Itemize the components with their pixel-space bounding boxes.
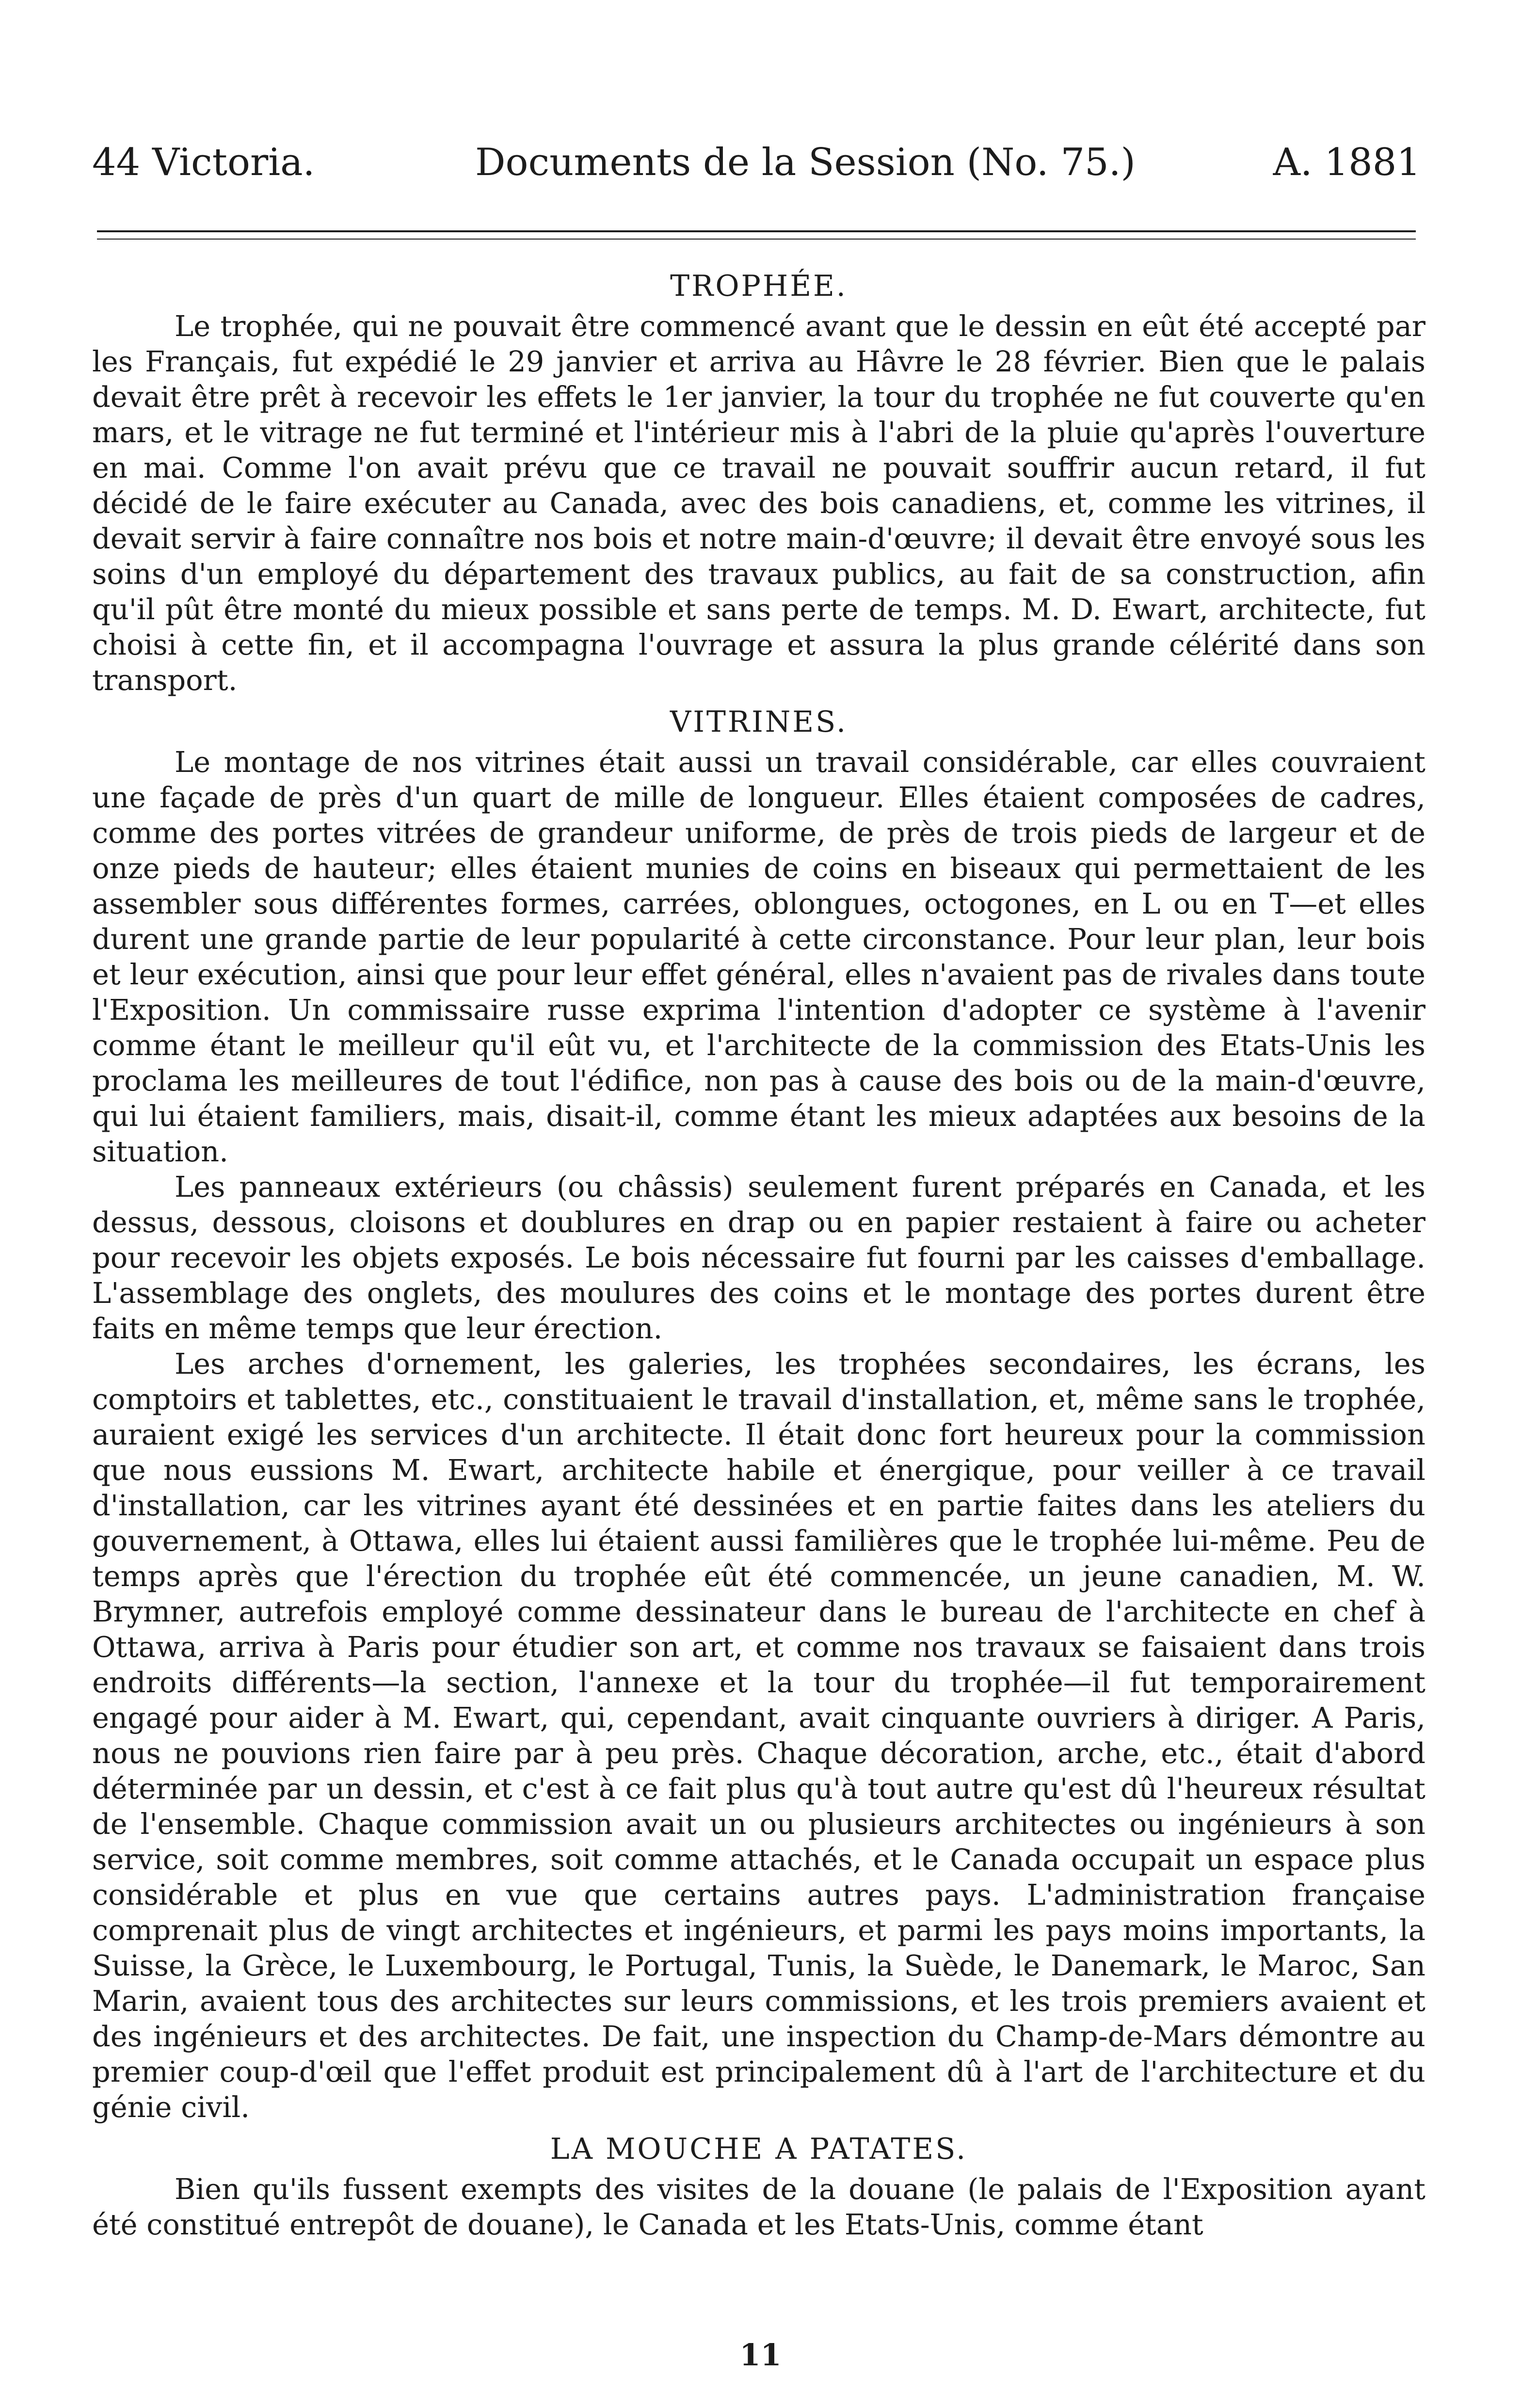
header-year: A. 1881 xyxy=(1273,141,1421,184)
running-header xyxy=(92,141,1421,194)
paragraph: Le montage de nos vitrines était aussi un travail considérable, car elles couvraient une façade de près d'un quart de mille de longueur. Elles étaient composées de cadres, comme des portes vitrées de grandeur uniforme, de près de trois pieds de largeur et de onze pieds de hauteur; elles étaient munies de coins en biseaux qui permettaient de les assembler sous différentes formes, carrées, oblongues, octogones, en L ou en T—et elles durent une grande partie de leur popularité à cette circonstance. Pour leur plan, leur bois et leur exécution, ainsi que pour leur effet général, elles n'avaient pas de rivales dans toute l'Exposition. Un commissaire russe exprima l'intention d'adopter ce système à l'avenir comme étant le meilleur qu'il eût vu, et l'architecte de la commission des Etats-Unis les proclama les meilleures de tout l'édifice, non pas à cause des bois ou de la main-d'œuvre, qui lui étaient familiers, mais, disait-il, comme étant les mieux adaptées aux besoins de la situation. xyxy=(92,745,1425,1168)
header-rule-thin xyxy=(97,239,1416,240)
section-title-mouche: LA MOUCHE A PATATES. xyxy=(550,2132,968,2166)
paragraph: Bien qu'ils fussent exempts des visites de la douane (le palais de l'Exposition ayant été constitué entrepôt de douane), le Canada et les Etats-Unis, comme étant xyxy=(92,2172,1425,2241)
header-title: Documents de la Session (No. 75.) xyxy=(475,141,1136,184)
paragraph: Les arches d'ornement, les galeries, les trophées secondaires, les écrans, les comptoirs et tablettes, etc., constituaient le travail d'installation, et, même sans le trophée, auraient exigé les services d'un architecte. Il était donc fort heureux pour la commission que nous eussions M. Ewart, architecte habile et énergique, pour veiller à ce travail d'installation, car les vitrines ayant été dessinées et en partie faites dans les ateliers du gouvernement, à Ottawa, elles lui étaient aussi familières que le trophée lui-même. Peu de temps après que l'érection du trophée eût été commencée, un jeune canadien, M. W. Brymner, autrefois employé comme dessinateur dans le bureau de l'architecte en chef à Ottawa, arriva à Paris pour étudier son art, et comme nos travaux se faisaient dans trois endroits différents—la section, l'annexe et la tour du trophée—il fut temporairement engagé pour aider à M. Ewart, qui, cependant, avait cinquante ouvriers à diriger. A Paris, nous ne pouvions rien faire par à peu près. Chaque décoration, arche, etc., était d'abord déterminée par un dessin, et c'est à ce fait plus qu'à tout autre qu'est dû l'heureux résultat de l'ensemble. Chaque commission avait un ou plusieurs architectes ou ingénieurs à son service, soit comme membres, soit comme attachés, et le Canada occupait un espace plus considérable et plus en vue que certains autres pays. L'administration française comprenait plus de vingt architectes et ingénieurs, et parmi les pays moins importants, la Suisse, la Grèce, le Luxembourg, le Portugal, Tunis, la Suède, le Danemark, le Maroc, San Marin, avaient tous des architectes sur leurs commissions, et les trois premiers avaient et des ingénieurs et des architectes. De fait, une inspection du Champ-de-Mars démontre au premier coup-d'œil que l'effet produit est principalement dû à l'art de l'architecture et du génie civil. xyxy=(92,1347,1425,2124)
document-body xyxy=(92,262,1425,2242)
header-rule-thick xyxy=(97,230,1416,232)
page-number: 11 xyxy=(739,2337,782,2373)
header-volume: 44 Victoria. xyxy=(92,141,315,184)
paragraph: Le trophée, qui ne pouvait être commencé avant que le dessin en eût été accepté par les Français, fut expédié le 29 janvier et arriva au Hâvre le 28 février. Bien que le palais devait être prêt à recevoir les effets le 1er janvier, la tour du trophée ne fut couverte qu'en mars, et le vitrage ne fut terminé et l'intérieur mis à l'abri de la pluie qu'après l'ouverture en mai. Comme l'on avait prévu que ce travail ne pouvait souffrir aucun retard, il fut décidé de le faire exécuter au Canada, avec des bois canadiens, et, comme les vitrines, il devait servir à faire connaître nos bois et notre main-d'œuvre; il devait être envoyé sous les soins d'un employé du département des travaux publics, au fait de sa construction, afin qu'il pût être monté du mieux possible et sans perte de temps. M. D. Ewart, architecte, fut choisi à cette fin, et il accompagna l'ouvrage et assura la plus grande célérité dans son transport. xyxy=(92,309,1425,697)
paragraph: Les panneaux extérieurs (ou châssis) seulement furent préparés en Canada, et les dessus, dessous, cloisons et doublures en drap ou en papier restaient à faire ou acheter pour recevoir les objets exposés. Le bois nécessaire fut fourni par les caisses d'emballage. L'assemblage des onglets, des moulures des coins et le montage des portes durent être faits en même temps que leur érection. xyxy=(92,1170,1425,1345)
section-title-trophee: TROPHÉE. xyxy=(670,269,848,303)
section-title-vitrines: VITRINES. xyxy=(670,705,848,739)
